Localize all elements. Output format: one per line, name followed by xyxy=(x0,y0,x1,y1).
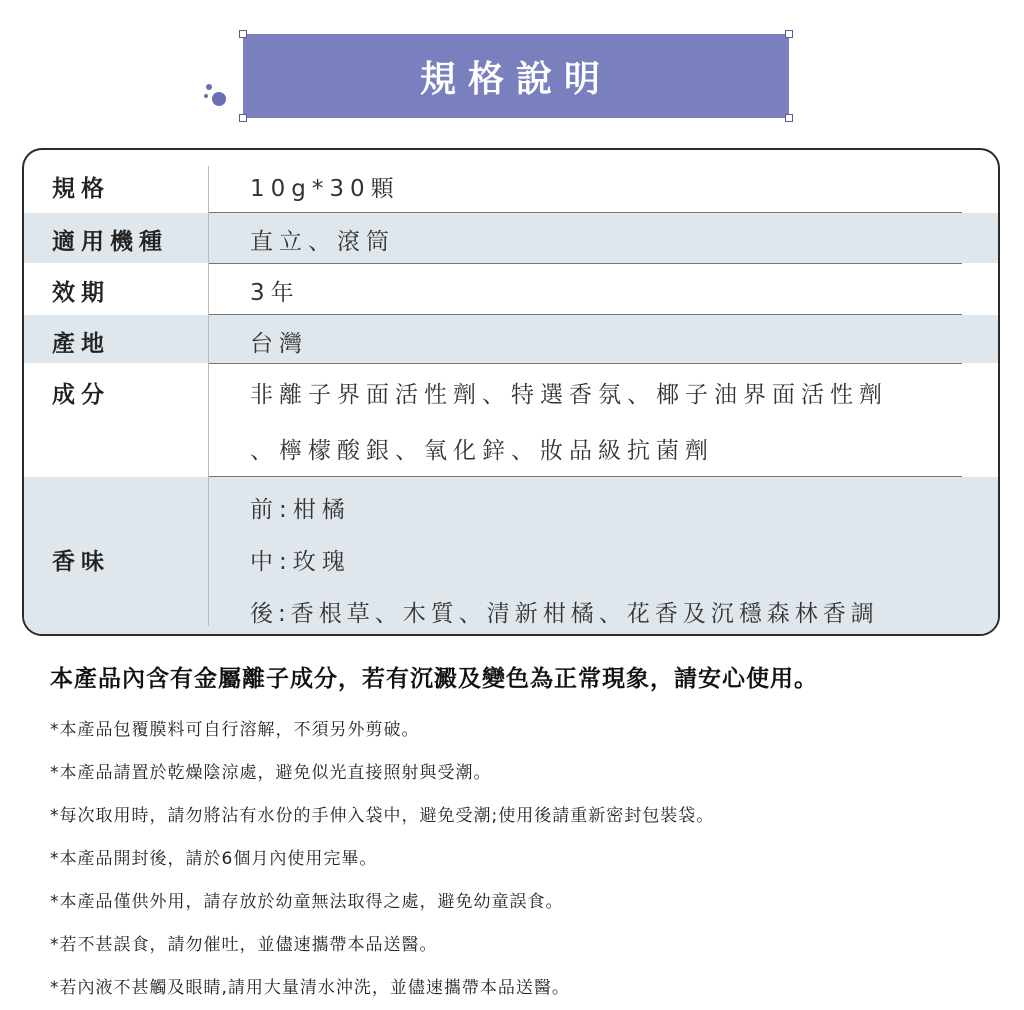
spec-label: 香味 xyxy=(52,549,110,575)
spec-label: 適用機種 xyxy=(52,229,168,255)
bubble-icon xyxy=(212,92,226,106)
note-item: *本產品包覆膜料可自行溶解，不須另外剪破。 xyxy=(50,720,420,740)
spec-value: 3年 xyxy=(250,280,300,306)
spec-label: 規格 xyxy=(52,176,110,202)
spec-row-size xyxy=(24,150,998,212)
note-item: *本產品請置於乾燥陰涼處，避免似光直接照射與受潮。 xyxy=(50,763,492,783)
notice-headline: 本產品內含有金屬離子成分，若有沉澱及變色為正常現象，請安心使用。 xyxy=(50,666,818,692)
usage-notes xyxy=(50,660,990,1010)
spec-row-shelf-life xyxy=(24,264,998,314)
spec-value: 台灣 xyxy=(250,331,308,357)
page-title: 規格說明 xyxy=(419,58,612,100)
column-divider xyxy=(208,166,209,626)
spec-value: 10g*30顆 xyxy=(250,176,400,202)
note-item: *若不甚誤食，請勿催吐，並儘速攜帶本品送醫。 xyxy=(50,935,438,955)
spec-row-origin xyxy=(24,315,998,363)
spec-value-line: 、檸檬酸銀、氧化鋅、妝品級抗菌劑 xyxy=(250,438,714,464)
note-item: *本產品僅供外用，請存放於幼童無法取得之處，避免幼童誤食。 xyxy=(50,892,564,912)
spec-value-line: 後:香根草、木質、清新柑橘、花香及沉穩森林香調 xyxy=(250,601,879,627)
resize-handle-bottom-right xyxy=(785,114,793,122)
spec-value: 直立、滾筒 xyxy=(250,229,395,255)
resize-handle-bottom-left xyxy=(239,114,247,122)
bubble-icon xyxy=(204,94,208,98)
spec-row-machine xyxy=(24,213,998,263)
spec-row-ingredients xyxy=(24,364,998,476)
note-item: *若內液不甚觸及眼睛,請用大量清水沖洗，並儘速攜帶本品送醫。 xyxy=(50,978,570,998)
decorative-bubbles xyxy=(204,84,234,110)
resize-handle-top-left xyxy=(239,30,247,38)
resize-handle-top-right xyxy=(785,30,793,38)
spec-value-line: 中:玫瑰 xyxy=(250,549,351,575)
note-item: *每次取用時，請勿將沾有水份的手伸入袋中，避免受潮;使用後請重新密封包裝袋。 xyxy=(50,806,715,826)
bubble-icon xyxy=(206,84,212,90)
title-banner-frame xyxy=(243,34,789,118)
spec-value-line: 非離子界面活性劑、特選香氛、椰子油界面活性劑 xyxy=(250,382,888,408)
spec-label: 效期 xyxy=(52,280,110,306)
spec-label: 成分 xyxy=(52,382,110,408)
spec-label: 產地 xyxy=(52,331,110,357)
spec-value-line: 前:柑橘 xyxy=(250,497,351,523)
spec-table xyxy=(22,148,1000,636)
spec-row-fragrance xyxy=(24,477,998,636)
title-banner xyxy=(243,34,789,118)
note-item: *本產品開封後，請於6個月內使用完畢。 xyxy=(50,849,378,869)
